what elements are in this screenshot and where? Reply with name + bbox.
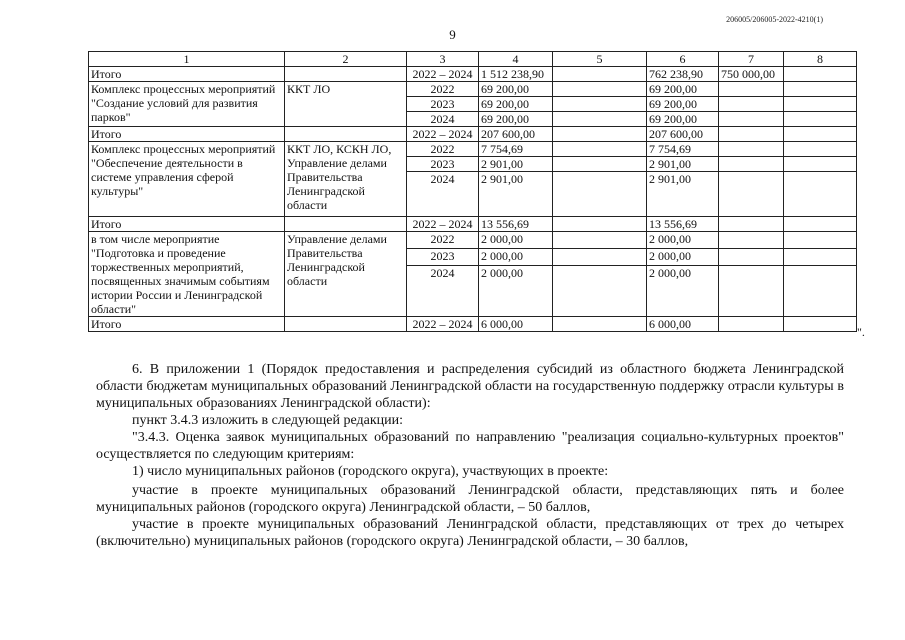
table-cell <box>553 317 647 332</box>
table-cell: 207 600,00 <box>479 127 553 142</box>
paragraph-score-30: участие в проекте муниципальных образований Ленинградской области, представляющих от трех до четырех (включительно) муниципальных районов (городского округа) Ленинградской области, – 30 баллов, <box>96 517 844 549</box>
table-cell <box>553 249 647 266</box>
column-header: 7 <box>719 52 784 67</box>
table-cell <box>784 217 857 232</box>
table-cell <box>553 172 647 217</box>
table-cell: Итого <box>89 67 285 82</box>
table-row <box>89 232 857 249</box>
table-cell <box>553 67 647 82</box>
table-cell: 2 901,00 <box>647 172 719 217</box>
column-header: 3 <box>407 52 479 67</box>
table-cell: 2 901,00 <box>479 157 553 172</box>
table-cell: 2 000,00 <box>647 232 719 249</box>
table-cell <box>553 97 647 112</box>
table-cell: 7 754,69 <box>647 142 719 157</box>
table-cell: 2022 – 2024 <box>407 317 479 332</box>
table-cell: 7 754,69 <box>479 142 553 157</box>
table-cell <box>719 249 784 266</box>
table-cell: 2024 <box>407 112 479 127</box>
table-header-row <box>89 52 857 67</box>
column-header: 1 <box>89 52 285 67</box>
executor-cell: Управление делами Правительства Ленинградской области <box>285 232 407 317</box>
table-cell <box>784 249 857 266</box>
table-cell: 2022 – 2024 <box>407 217 479 232</box>
executor-cell: ККТ ЛО, КСКН ЛО, Управление делами Правительства Ленинградской области <box>285 142 407 217</box>
table-cell: 2022 – 2024 <box>407 127 479 142</box>
table-cell <box>784 97 857 112</box>
table-cell <box>784 266 857 317</box>
measure-name-cell: в том числе мероприятие "Подготовка и проведение торжественных мероприятий, посвященных значимым событиям истории России и Ленинградской области" <box>89 232 285 317</box>
measure-name-cell: Комплекс процессных мероприятий "Обеспечение деятельности в системе управления сферой культуры" <box>89 142 285 217</box>
table-cell: 2 901,00 <box>479 172 553 217</box>
table-row <box>89 142 857 157</box>
table-cell <box>553 112 647 127</box>
measure-name-cell: Комплекс процессных мероприятий "Создание условий для развития парков" <box>89 82 285 127</box>
table-cell <box>784 232 857 249</box>
table-closing-mark: ". <box>857 325 865 339</box>
table-cell: 2023 <box>407 157 479 172</box>
table-cell: 69 200,00 <box>479 97 553 112</box>
table-cell: 6 000,00 <box>647 317 719 332</box>
table-cell: 2024 <box>407 266 479 317</box>
table-row <box>89 217 857 232</box>
executor-cell: ККТ ЛО <box>285 82 407 127</box>
table-cell <box>719 232 784 249</box>
table-cell <box>784 317 857 332</box>
table-cell: 69 200,00 <box>479 82 553 97</box>
table-cell: Итого <box>89 127 285 142</box>
table-cell <box>553 142 647 157</box>
table-cell: 2023 <box>407 97 479 112</box>
table-cell <box>719 112 784 127</box>
table-cell <box>553 266 647 317</box>
table-cell <box>719 266 784 317</box>
table-cell: Итого <box>89 317 285 332</box>
page-number: 9 <box>449 27 456 42</box>
table-cell <box>784 82 857 97</box>
table-cell: 69 200,00 <box>647 97 719 112</box>
table-cell: 69 200,00 <box>479 112 553 127</box>
table-cell <box>784 127 857 142</box>
paragraph-criterion: 1) число муниципальных районов (городского округа), участвующих в проекте: <box>132 464 609 479</box>
column-header: 4 <box>479 52 553 67</box>
table-cell: 2022 <box>407 82 479 97</box>
table-cell: 2 000,00 <box>479 249 553 266</box>
paragraph-quote: "3.4.3. Оценка заявок муниципальных образований по направлению "реализация социально-культурных проектов" осуществляется по следующим критериям: <box>96 430 844 462</box>
table-cell <box>553 157 647 172</box>
table-row <box>89 82 857 97</box>
column-header: 5 <box>553 52 647 67</box>
table-cell: 2 000,00 <box>479 232 553 249</box>
budget-table <box>88 51 857 332</box>
table-cell: 2 000,00 <box>479 266 553 317</box>
table-cell: 6 000,00 <box>479 317 553 332</box>
table-cell <box>784 142 857 157</box>
column-header: 8 <box>784 52 857 67</box>
table-cell <box>719 82 784 97</box>
table-cell <box>719 317 784 332</box>
table-cell: 2022 <box>407 142 479 157</box>
table-cell: 207 600,00 <box>647 127 719 142</box>
table-row <box>89 127 857 142</box>
table-row <box>89 317 857 332</box>
table-cell <box>553 232 647 249</box>
table-cell <box>719 157 784 172</box>
table-cell <box>285 317 407 332</box>
table-cell <box>719 172 784 217</box>
table-cell <box>784 112 857 127</box>
table-cell: 762 238,90 <box>647 67 719 82</box>
table-cell: Итого <box>89 217 285 232</box>
table-cell <box>719 217 784 232</box>
table-cell: 2 901,00 <box>647 157 719 172</box>
table-cell: 69 200,00 <box>647 112 719 127</box>
table-cell <box>553 82 647 97</box>
table-cell <box>719 142 784 157</box>
table-cell <box>784 157 857 172</box>
table-cell: 2024 <box>407 172 479 217</box>
column-header: 6 <box>647 52 719 67</box>
table-cell <box>285 127 407 142</box>
document-number: 206005/206005-2022-4210(1) <box>726 15 823 24</box>
table-cell <box>784 67 857 82</box>
table-cell: 2022 – 2024 <box>407 67 479 82</box>
table-cell <box>553 217 647 232</box>
column-header: 2 <box>285 52 407 67</box>
table-cell: 13 556,69 <box>479 217 553 232</box>
table-cell: 2023 <box>407 249 479 266</box>
table-cell: 750 000,00 <box>719 67 784 82</box>
table-cell <box>784 172 857 217</box>
paragraph-item: пункт 3.4.3 изложить в следующей редакции: <box>132 413 403 428</box>
table-cell: 13 556,69 <box>647 217 719 232</box>
table-cell: 2 000,00 <box>647 266 719 317</box>
table-cell: 2022 <box>407 232 479 249</box>
paragraph-score-50: участие в проекте муниципальных образований Ленинградской области, представляющих пять и более муниципальных районов (городского округа) Ленинградской области, – 50 баллов, <box>96 483 844 515</box>
table-cell: 2 000,00 <box>647 249 719 266</box>
table-cell <box>285 217 407 232</box>
table-cell <box>553 127 647 142</box>
table-cell: 69 200,00 <box>647 82 719 97</box>
table-cell <box>719 127 784 142</box>
paragraph-amendment: 6. В приложении 1 (Порядок предоставления и распределения субсидий из областного бюджета Ленинградской области бюджетам муниципальных образований Ленинградской области на государственную поддержку отрасли культуры в муниципальных образованиях Ленинградской области): <box>96 362 844 411</box>
table-row <box>89 67 857 82</box>
table-cell <box>285 67 407 82</box>
table-cell: 1 512 238,90 <box>479 67 553 82</box>
table-cell <box>719 97 784 112</box>
